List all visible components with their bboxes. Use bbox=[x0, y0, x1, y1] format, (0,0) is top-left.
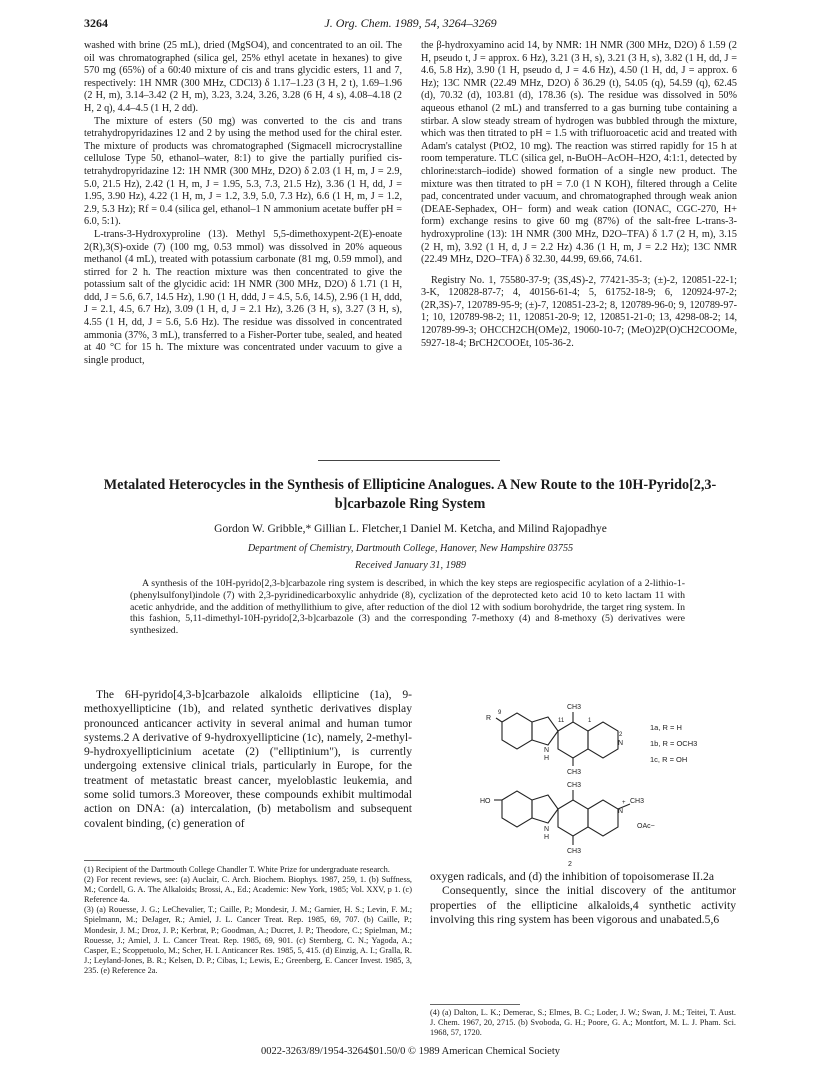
s1-label: N bbox=[618, 740, 624, 747]
footnote-rule-right bbox=[430, 1004, 520, 1005]
section-divider bbox=[318, 460, 500, 461]
footnote: (3) (a) Rouesse, J. G.; LeChevalier, T.; Caille, P.; Mondesir, J. M.; Garnier, H. S.; Levin, F. M.; Spielmann, M.; DeJager, R.; Amiel, J. L. Cancer Treat. Rep. 1985, 69, 707. (b) Caille, P.; Mondesir, J. M.; Droz, J. P.; Kerbrat, P.; Goodman, A.; Ducret, J. P.; Theodore, C.; Spielman, M.; Rouesse, J.; Amiel, J. L. Cancer Treat. Rep. 1985, 69, 901. (c) Sternberg, C. N.; Yagoda, A.; Casper, E.; Scoppetuolo, M.; Scher, H. I. Anticancer Res. 1985, 5, 415. (d) Einzig, A. I.; Gralla, R. J.; Leyland-Jones, B. R.; Kelsen, D. P.; Cibas, I.; Lewis, E.; Greenberg, E. Cancer Invest. 1985, 3, 235. (e) Reference 2a. bbox=[84, 905, 412, 975]
s1-label: 1a, R = H bbox=[650, 723, 682, 732]
s1-label: 1 bbox=[588, 718, 592, 724]
footnotes-left bbox=[84, 865, 412, 976]
footnote-rule-left bbox=[84, 860, 174, 861]
intro-right bbox=[430, 870, 736, 927]
left-paragraph: The mixture of esters (50 mg) was converted to the cis and trans tetrahydropyridazines 12 and 2 by using the method used for the chiral ester. The mixture of products was chromatographed (Sigmacell microcrystalline cellulose Type 50, ethanol–water, 8:1) to give the partially purified cis-tetrahydropyridazine 12: 1H NMR (300 MHz, D2O) δ 2.03 (1 H, m, J = 2.9, 5.0, 21.5 Hz), 2.42 (1 H, m, J = 1.95, 5.3, 7.3, 21.5 Hz), 3.36 (1 H, dd, J = 1.95, 3.90 Hz), 4.22 (1 H, m, J = 1.2, 3.9, 5.0, 7.3 Hz), 6.6 (1 H, m, J = 1.2, 2.9, 5.3 Hz); Rf = 0.4 (silica gel, ethanol–1 N ammonium acetate buffer pH = 6.0, 5:1). bbox=[84, 115, 402, 228]
s2-label: CH3 bbox=[630, 798, 645, 805]
right-column bbox=[421, 40, 737, 350]
footnote: (2) For recent reviews, see: (a) Auclair, C. Arch. Biochem. Biophys. 1987, 259, 1. (b) Suffness, M.; Cordell, G. A. The Alkaloids; Brossi, A., Ed.; Academic: New York, 1985; Vol. XXV, p 1. (c) Reference 4a. bbox=[84, 875, 412, 905]
structure-1-drawing bbox=[496, 712, 618, 766]
footnotes-right bbox=[430, 1008, 736, 1038]
registry-numbers: Registry No. 1, 75580-37-9; (3S,4S)-2, 77421-35-3; (±)-2, 120851-22-1; 3-K, 120828-87-7; 4, 40156-61-4; 5, 61752-18-9; 6, 120924-97-2; (2R,3S)-7, 120789-95-9; (±)-7, 120851-23-2; 8, 120789-96-0; 9, 120789-97-1; 10, 120789-98-2; 11, 120851-20-9; 12, 120851-21-0; 13, 4298-08-2; 14, 120789-99-3; OHCCH2CH(OMe)2, 19060-10-7; (MeO)2P(O)CH2COOMe, 5927-18-4; BrCH2COOEt, 105-36-2. bbox=[421, 274, 737, 349]
s1-label: CH3 bbox=[567, 769, 582, 776]
received-date: Received January 31, 1989 bbox=[355, 560, 466, 571]
page-number: 3264 bbox=[84, 16, 108, 30]
s1-label: 2 bbox=[619, 732, 623, 738]
s2-label: CH3 bbox=[567, 848, 582, 855]
s2-label: 2 bbox=[568, 861, 572, 868]
s2-label: N bbox=[544, 826, 550, 833]
s2-label: CH3 bbox=[567, 782, 582, 789]
intro-left: The 6H-pyrido[4,3-b]carbazole alkaloids ellipticine (1a), 9-methoxyellipticine (1b), and related synthetic derivatives display pronounced anticancer activity in several animal and human tumor systems.2 A derivative of 9-hydroxyellipticine (1c), namely, 2-methyl-9-hydroxyellipticinium acetate (2) ("elliptinium"), is currently undergoing extensive clinical trials, particularly in Europe, for the treatment of metastatic breast cancer, myeloblastic leukemia, and some solid tumors.3 Moreover, these compounds exhibit multimodal action on DNA: (a) intercalation, (b) metabolism and subsequent covalent binding, (c) generation of bbox=[84, 688, 412, 830]
s1-label: 9 bbox=[498, 710, 502, 716]
s2-label: + bbox=[622, 800, 626, 806]
left-column bbox=[84, 40, 402, 367]
s2-label: H bbox=[544, 834, 550, 841]
s1-label: 1c, R = OH bbox=[650, 755, 688, 764]
left-paragraph: washed with brine (25 mL), dried (MgSO4), and concentrated to an oil. The oil was chromatographed (silica gel, 25% ethyl acetate in hexanes) to give 570 mg (65%) of a 60:40 mixture of cis and trans glycidic esters, 11 and 7, respectively: 1H NMR (300 MHz, CDCl3) δ 1.17–1.23 (3 H, 2 t), 1.69–1.96 (2 H, m), 3.14–3.42 (2 H, m), 3.23, 3.24, 3.26, 3.28 (6 H, 4 s), 4.08–4.18 (2 H, 2 q), 4.4–4.5 (1 H, 2 dd). bbox=[84, 40, 402, 114]
s1-label: R bbox=[486, 715, 492, 722]
footnote: (1) Recipient of the Dartmouth College Chandler T. White Prize for undergraduate research. bbox=[84, 865, 390, 874]
journal-header: J. Org. Chem. 1989, 54, 3264–3269 bbox=[324, 16, 497, 30]
article-affiliation: Department of Chemistry, Dartmouth College, Hanover, New Hampshire 03755 bbox=[247, 543, 574, 554]
intro-right-paragraph: Consequently, since the initial discovery of the antitumor properties of the ellipticine alkaloids,4 synthetic activity involving this ring system has been vigorous and unabated.5,6 bbox=[430, 884, 736, 926]
s1-label: 1b, R = OCH3 bbox=[650, 739, 698, 748]
footnote: (4) (a) Dalton, L. K.; Demerac, S.; Elmes, B. C.; Loder, J. W.; Swan, J. M.; Teitei, T. Aust. J. Chem. 1967, 20, 2715. (b) Svoboda, G. H.; Poore, G. A.; Montfort, M. L. J. Pham. Sci. 1968, 57, 1720. bbox=[430, 1008, 736, 1038]
left-paragraph: L-trans-3-Hydroxyproline (13). Methyl 5,5-dimethoxypent-2(E)-enoate 2(R),3(S)-oxide (7) (100 mg, 0.53 mmol) was dissolved in 20% aqueous methanol (4 mL), treated with potassium carbonate (81 mg, 0.59 mmol), and stirred for 2 h. The reaction mixture was then concentrated to give the potassium salt of the glycidic acid: 1H NMR (300 MHz, D2O) δ 1.71 (1 H, ddd, J = 5.6, 6.7, 14.5 Hz), 1.90 (1 H, ddd, J = 4.5, 5.6, 14.5), 2.96 (1 H, ddd, J = 2.1, 4.5, 6.7 Hz), 3.09 (1 H, d, J = 2.1 Hz), 3.26 (3 H, s), 3.27 (3 H, s), 4.55 (1 H, dd, J = 5.6, 5.6 Hz). The residue was dissolved in concentrated ammonia (37%, 3 mL), transferred to a Fisher-Porter tube, sealed, and heated at 40 °C for 15 h. The mixture was concentrated under vacuum to give a single product, bbox=[84, 228, 402, 366]
intro-right-paragraph: oxygen radicals, and (d) the inhibition of topoisomerase II.2a bbox=[430, 870, 714, 883]
right-paragraph: the β-hydroxyamino acid 14, by NMR: 1H NMR (300 MHz, D2O) δ 1.59 (2 H, pseudo t, J = approx. 6 Hz), 3.21 (3 H, s), 3.21 (3 H, s), 3.82 (1 H, dd, J = 4.6, 5.8 Hz), 3.90 (1 H, pseudo d, J = 4.6 Hz), 4.50 (1 H, dd, J = approx. 6 Hz); 13C NMR (22.49 MHz, D2O) δ 36.29 (t), 54.05 (q), 54.59 (q), 62.45 (d), 70.32 (d), 103.81 (d), 178.36 (s). The residue was dissolved in 50% aqueous ethanol (2 mL) and transferred to a gas burning tube containing a stirbar. A slow steady stream of hydrogen was bubbled through the mixture, which was then titrated to pH = 1.5 with trifluoroacetic acid and treated with Adam's catalyst (PtO2, 10 mg). The reaction was stirred rapidly for 15 h at room temperature. TLC (silica gel, n-BuOH–AcOH–H2O, 4:1:1, detected by chlorine:starch–iodide) showed formation of a single new product. The mixture was then titrated to pH = 7.0 (1 N KOH), filtered through a Celite pad, concentrated under vacuum, and chromatographed through weak anion (DEAE-Sephadex, OH− form) and weak cation (IONAC, CGC-270, H+ form) exchange resins to give 60 mg (87%) of the salt-free L-trans-3-hydroxyproline (13): 1H NMR (300 MHz, D2O–TFA) δ 1.7 (2 H, m), 3.15 (2 H, m), 3.92 (1 H, d, J = 2.2 Hz) 4.36 (1 H, m, J = 2.2 Hz); 13C NMR (22.49 MHz, D2O–TFA) δ 32.30, 44.99, 69.66, 74.61. bbox=[421, 40, 737, 266]
article-authors: Gordon W. Gribble,* Gillian L. Fletcher,1 Daniel M. Ketcha, and Milind Rajopadhye bbox=[214, 523, 607, 535]
article-abstract: A synthesis of the 10H-pyrido[2,3-b]carbazole ring system is described, in which the key steps are regiospecific acylation of a 2-lithio-1-(phenylsulfonyl)indole (7) with 2,3-pyridinedicarboxylic anhydride (8), cyclization of the deprotected keto acid 10 to keto lactam 11 with acetic anhydride, and the addition of methyllithium to give, after reduction of the diol 12 with sodium borohydride, the target ring system. In this fashion, 5,11-dimethyl-10H-pyrido[2,3-b]carbazole (3) and the corresponding 7-methoxy (4) and 8-methoxy (5) derivatives were synthesized. bbox=[130, 578, 685, 637]
copyright-footer: 0022-3263/89/1954-3264$01.50/0 © 1989 American Chemical Society bbox=[260, 1046, 561, 1057]
article-title: Metalated Heterocycles in the Synthesis of Ellipticine Analogues. A New Route to the 10H-Pyrido[2,3-b]carbazole Ring System bbox=[103, 477, 717, 512]
ellipticine-structures bbox=[472, 700, 732, 870]
s2-label: OAc− bbox=[637, 823, 655, 830]
s1-label: N bbox=[544, 747, 550, 754]
s1-label: 11 bbox=[558, 718, 565, 724]
s2-label: N bbox=[618, 808, 624, 815]
s1-label: CH3 bbox=[567, 704, 582, 711]
structure-2-drawing bbox=[494, 790, 630, 845]
s1-label: H bbox=[544, 755, 550, 762]
s2-label: HO bbox=[480, 798, 491, 805]
